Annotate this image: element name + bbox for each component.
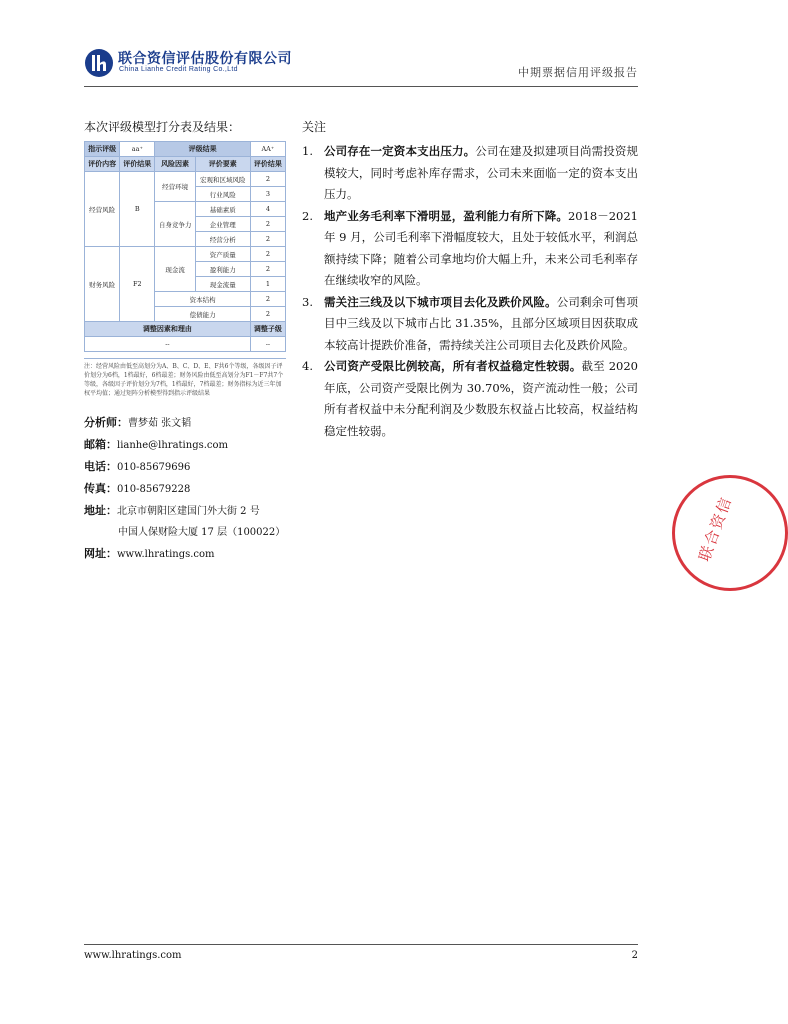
- element-cell: 现金流量: [195, 277, 250, 292]
- concern-text: 截至 2020 年底，公司资产受限比例为 30.70%，资产流动性一般；公司所有者权益中未分配利润及少数股东权益占比较高，权益结构稳定性较弱。: [324, 359, 638, 438]
- score-cell: 1: [250, 277, 285, 292]
- company-logo-icon: [84, 48, 114, 78]
- concern-heading: 地产业务毛利率下滑明显，盈利能力有所下降。: [324, 208, 568, 223]
- concern-text: 2018－2021 年 9 月，公司毛利率下滑幅度较大，且处于较低水平，利润总额持续下降；随着公司拿地均价大幅上升，未来公司毛利率存在继续收窄的风险。: [324, 208, 638, 287]
- concern-heading: 需关注三线及以下城市项目去化及跌价风险。: [324, 294, 557, 309]
- score-cell: 2: [250, 307, 285, 322]
- risk-factor-cell: 资本结构: [155, 292, 250, 307]
- concern-number: 3.: [302, 294, 313, 309]
- website-label: 网址：: [84, 547, 117, 560]
- concern-item: [302, 141, 638, 206]
- element-cell: 基础素质: [195, 202, 250, 217]
- address-line-2: 中国人保财险大厦 17 层（100022）: [118, 527, 286, 538]
- analyst-names: 曹梦茹 张文韬: [128, 418, 192, 429]
- risk-factor-cell: 经营环境: [155, 172, 195, 202]
- company-name-cn: 联合资信评估股份有限公司: [118, 51, 292, 67]
- operating-risk-label: 经营风险: [85, 172, 120, 247]
- score-cell: 4: [250, 202, 285, 217]
- table-header-cell: 评价结果: [250, 157, 285, 172]
- rating-result-value: AA⁺: [250, 142, 285, 157]
- element-cell: 宏观和区域风险: [195, 172, 250, 187]
- indicative-rating-value: aa⁺: [120, 142, 155, 157]
- score-cell: 2: [250, 262, 285, 277]
- concern-number: 2.: [302, 208, 313, 223]
- adjust-level-value: --: [250, 337, 285, 352]
- report-title: 中期票据信用评级报告: [518, 66, 638, 79]
- financial-risk-label: 财务风险: [85, 247, 120, 322]
- email-value[interactable]: lianhe@lhratings.com: [117, 440, 229, 451]
- header-divider: [84, 86, 638, 87]
- table-header-cell: 评价要素: [195, 157, 250, 172]
- concern-item: [302, 206, 638, 292]
- analyst-line: [84, 412, 294, 434]
- element-cell: 资产质量: [195, 247, 250, 262]
- page-header: [84, 44, 638, 84]
- fax-value: 010-85679228: [117, 484, 191, 495]
- contact-block: [84, 412, 294, 565]
- email-line: [84, 434, 294, 456]
- table-header-cell: 评价内容: [85, 157, 120, 172]
- address-line: [84, 500, 294, 522]
- indicative-rating-label: 指示评级: [85, 142, 120, 157]
- fax-label: 传真：: [84, 482, 117, 495]
- concerns-title: 关注: [302, 120, 327, 134]
- score-cell: 3: [250, 187, 285, 202]
- phone-line: [84, 456, 294, 478]
- risk-factor-cell: 现金流: [155, 247, 195, 292]
- stamp-text: 联合资信: [695, 493, 736, 564]
- website-line: [84, 543, 294, 565]
- table-header-cell: 评价结果: [120, 157, 155, 172]
- analyst-label: 分析师：: [84, 416, 128, 429]
- concern-item: [302, 292, 638, 357]
- phone-value: 010-85679696: [117, 462, 191, 473]
- financial-risk-result: F2: [120, 247, 155, 322]
- element-cell: 盈利能力: [195, 262, 250, 277]
- company-seal-stamp: [672, 475, 788, 591]
- concern-item: [302, 356, 638, 442]
- page-number: 2: [631, 950, 638, 961]
- risk-factor-cell: 自身竞争力: [155, 202, 195, 247]
- concern-text: 公司在建及拟建项目尚需投资规模较大，同时考虑补库存需求，公司未来面临一定的资本支出压力。: [324, 144, 638, 201]
- table-note: 注：经营风险由低至高划分为A、B、C、D、E、F共6个等级，各级因子评价划分为6档，1档最好，6档最差；财务风险由低至高划分为F1－F7共7个等级，各级因子评价划分为7档，1档最好，7档最差；财务指标为近三年加权平均值；通过矩阵分析模型得到指示评级结果: [84, 358, 286, 398]
- element-cell: 经营分析: [195, 232, 250, 247]
- operating-risk-result: B: [120, 172, 155, 247]
- adjust-factor-value: --: [85, 337, 251, 352]
- email-label: 邮箱：: [84, 438, 117, 451]
- score-section: [84, 118, 286, 398]
- address-line-1: 北京市朝阳区建国门外大街 2 号: [117, 506, 260, 517]
- concerns-list: [302, 141, 638, 442]
- score-cell: 2: [250, 232, 285, 247]
- score-cell: 2: [250, 172, 285, 187]
- score-cell: 2: [250, 247, 285, 262]
- element-cell: 企业管理: [195, 217, 250, 232]
- score-cell: 2: [250, 292, 285, 307]
- company-name-en: China Lianhe Credit Rating Co.,Ltd: [119, 66, 238, 73]
- table-header-cell: 风险因素: [155, 157, 195, 172]
- concern-number: 4.: [302, 359, 313, 373]
- risk-factor-cell: 偿债能力: [155, 307, 250, 322]
- concern-number: 1.: [302, 144, 313, 158]
- score-cell: 2: [250, 217, 285, 232]
- score-table: [84, 141, 286, 352]
- adjust-level-header: 调整子级: [250, 322, 285, 337]
- concern-text: 公司剩余可售项目中三线及以下城市占比 31.35%，且部分区域项目因获取成本较高计提跌价准备，需持续关注公司项目去化及跌价风险。: [324, 294, 639, 352]
- concern-heading: 公司存在一定资本支出压力。: [324, 144, 476, 158]
- rating-result-label: 评级结果: [155, 142, 250, 157]
- concerns-section: [302, 118, 638, 442]
- phone-label: 电话：: [84, 460, 117, 473]
- website-value[interactable]: www.lhratings.com: [117, 549, 215, 560]
- fax-line: [84, 478, 294, 500]
- element-cell: 行业风险: [195, 187, 250, 202]
- adjust-factor-header: 调整因素和理由: [85, 322, 251, 337]
- concern-heading: 公司资产受限比例较高，所有者权益稳定性较弱。: [324, 359, 582, 373]
- footer-url[interactable]: www.lhratings.com: [84, 950, 182, 961]
- footer-divider: [84, 944, 638, 945]
- address-label: 地址：: [84, 504, 117, 517]
- score-section-title: 本次评级模型打分表及结果：: [84, 120, 241, 134]
